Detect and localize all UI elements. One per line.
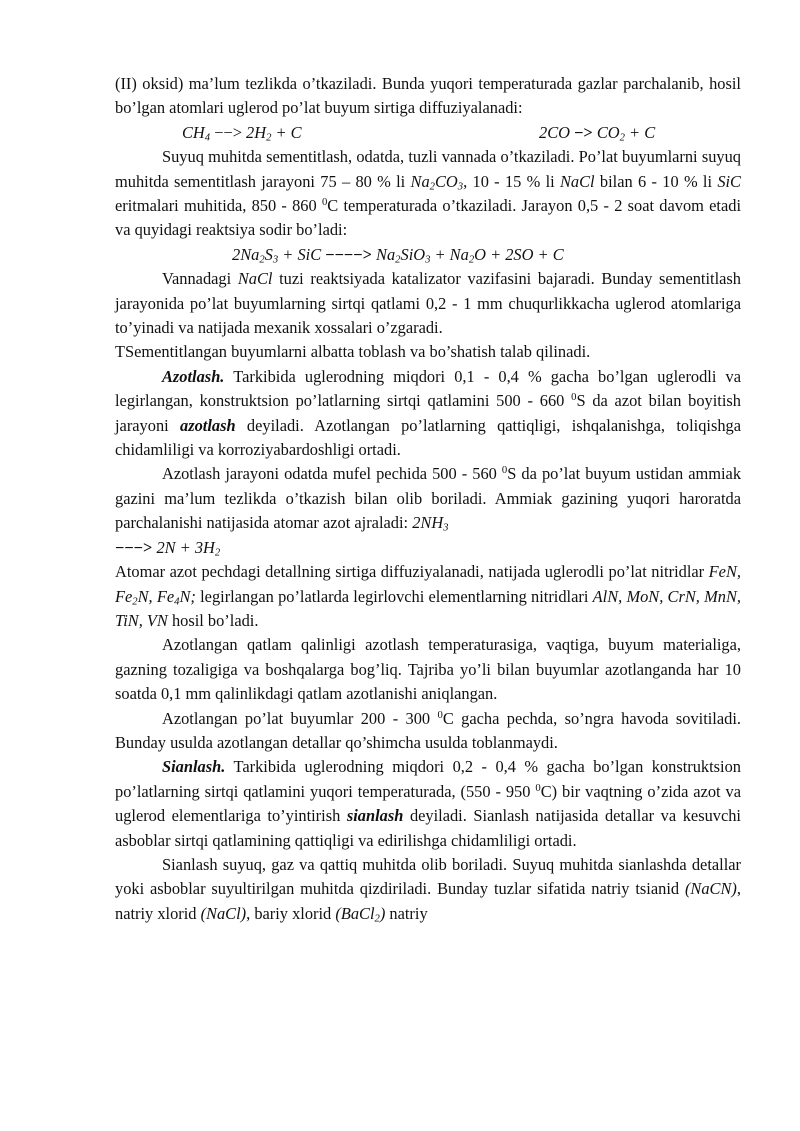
paragraph-nitrides: Atomar azot pechdagi detallning sirtiga diffuziyalanadi, natijada uglerodli po’lat nitridlar FeN, $Fe_2N$, $Fe_4N$; legirlangan po’latlarda legirlovchi elementlarning nitridlari AlN, MoN, CrN, MnN, TiN, VN hosil bo’ladi. bbox=[115, 562, 741, 630]
paragraph-cyaniding: Sianlash. Tarkibida uglerodning miqdori 0,2 - 0,4 % gacha bo’lgan konstruktsion po’latlarning sirtqi qatlamini yuqori temperaturada, (550 - 950 $^0$C) bir vaqtning o’zida azot va uglerod elementlariga to’yintirish sianlash deyiladi. Sianlash natijasida detallar va kesuvchi asboblar sirtqi qatlamining qattiqligi va edirilishga chidamliligi ortadi. bbox=[115, 757, 741, 850]
equation-reaction: $2Na_2S_3$ + SiC −−−−> $Na_2SiO_3 + Na_2O + 2SO + C$ bbox=[232, 244, 564, 266]
equation-methane: $CH_4$ −−> $2H_2 + C$ bbox=[182, 122, 302, 144]
paragraph-hardening-note: TSementitlangan buyumlarni albatta toblash va bo’shatish talab qilinadi. bbox=[115, 342, 591, 362]
paragraph-nitriding-process: Azotlash jarayoni odatda mufel pechida 500 - 560 $^0$S da po’lat buyum ustidan ammiak gazini ma’lum tezlikda o’tkazish bilan olib boriladi. Ammiak gazining yuqori haroratda parchalanishi natijasida atomar azot ajraladi: $2NH_3$ −−−> $2N + 3H_2$ bbox=[115, 464, 742, 559]
document-page bbox=[115, 72, 741, 926]
paragraph-cyaniding-media: Sianlash suyuq, gaz va qattiq muhitda olib boriladi. Suyuq muhitda sianlashda detallar yoki asboblar suyultirilgan muhitda qizdiriladi. Bunday tuzlar sifatida natriy tsianid (NaCN), natriy xlorid (NaCl), bariy xlorid (BaCl$_2$) natriy bbox=[115, 854, 741, 925]
equation-methane-co bbox=[115, 121, 741, 145]
paragraph-liquid-cementation: Suyuq muhitda sementitlash, odatda, tuzli vannada o’tkaziladi. Po’lat buyumlarni suyuq muhitda sementitlash jarayoni 75 – 80 % li $Na_2CO_3$, 10 - 15 % li NaCl bilan 6 - 10 % li SiC eritmalari muhitida, 850 - 860 $^0$C temperaturada o’tkaziladi. Jarayon 0,5 - 2 soat davom etadi va quyidagi reaktsiya sodir bo’ladi: bbox=[115, 147, 741, 240]
paragraph-catalyst: Vannadagi NaCl tuzi reaktsiyada katalizator vazifasini bajaradi. Bunday sementitlash jarayonida po’lat buyumlarning sirtqi qatlami 0,2 - 1 mm chuqurlikkacha uglerod atomlariga to’yinadi va natijada mexanik xossalari o’zgaradi. bbox=[115, 269, 741, 338]
equation-co: $2CO -> CO_2 + C$ bbox=[539, 122, 656, 144]
paragraph-1: (II) oksid) ma’lum tezlikda o’tkaziladi. Bunda yuqori temperaturada gazlar parchalanib, hosil bo’lgan atomlari uglerod po’lat buyum sirtiga diffuziyalanadi: bbox=[115, 74, 741, 118]
paragraph-cooling: Azotlangan po’lat buyumlar 200 - 300 $^0$C gacha pechda, so’ngra havoda sovitiladi. Bunday usulda azotlangan detallar qo’shimcha usulda toblanmaydi. bbox=[115, 708, 741, 752]
paragraph-nitriding: Azotlash. Tarkibida uglerodning miqdori 0,1 - 0,4 % gacha bo’lgan uglerodli va legirlangan, konstruktsion po’latlarning sirtqi qatlamini 500 - 660 $^0$S da azot bilan boyitish jarayoni azotlash deyiladi. Azotlangan po’latlarning qattiqligi, ishqalanishga, toliqishga chidamliligi va korroziyabardoshligi ortadi. bbox=[115, 366, 741, 460]
term-sianlash: Sianlash. bbox=[162, 757, 226, 777]
term-azotlash: Azotlash. bbox=[162, 366, 225, 386]
paragraph-layer-thickness: Azotlangan qatlam qalinligi azotlash temperaturasiga, vaqtiga, buyum materialiga, gazning tozaligiga va boshqalarga bog’liq. Tajriba yo’li bilan buyumlar azotlanganda har 10 soatda 0,1 mm qalinlikdagi qatlam azotlanishi aniqlangan. bbox=[115, 635, 741, 704]
